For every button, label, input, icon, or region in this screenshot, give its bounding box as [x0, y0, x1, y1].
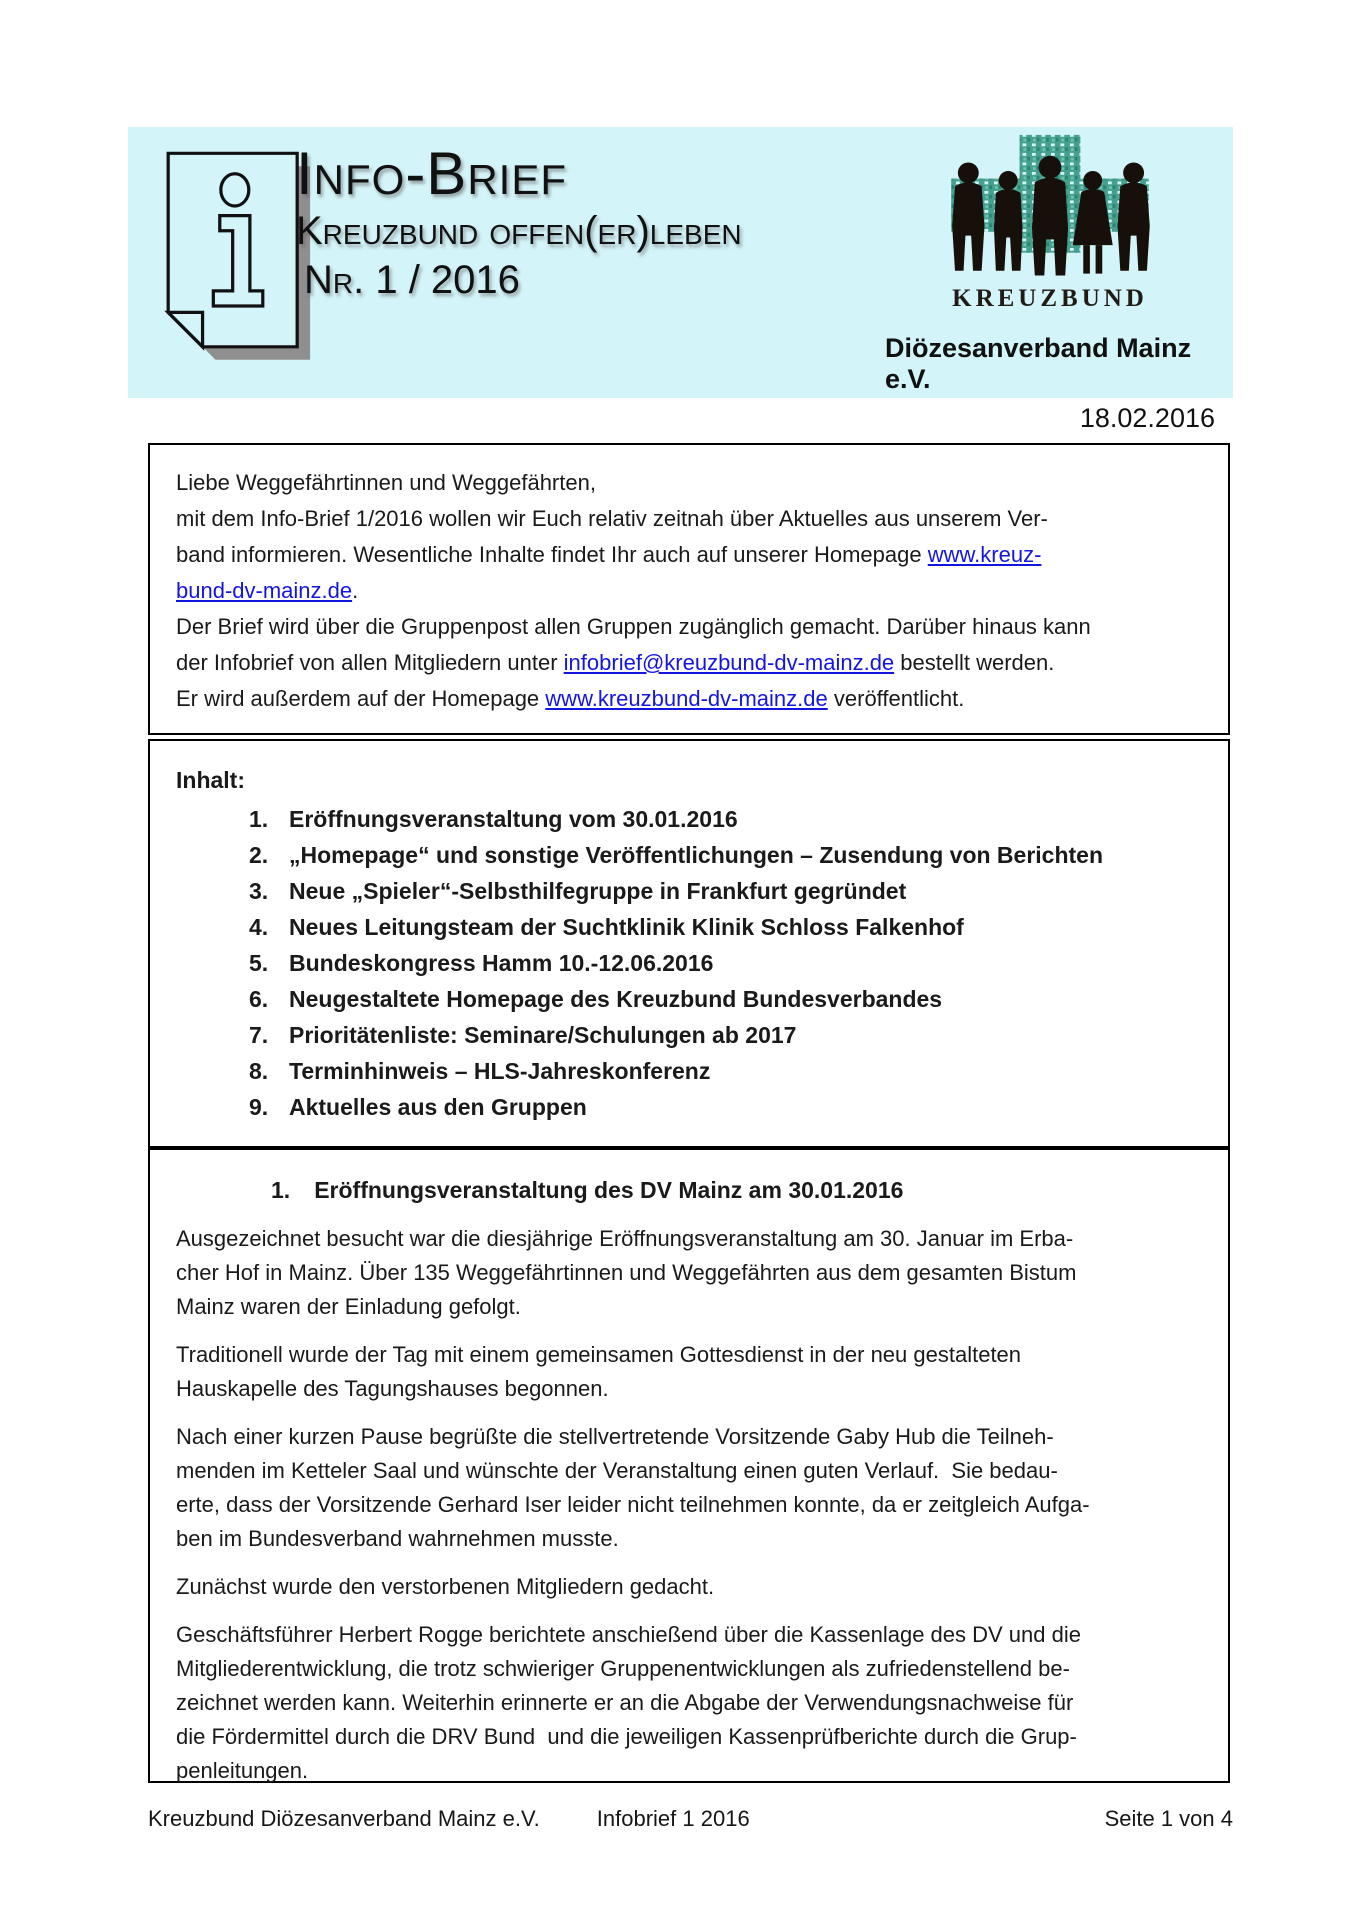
- logo-caption: KREUZBUND: [952, 285, 1148, 312]
- toc-item: [176, 1089, 1202, 1125]
- hyperlink[interactable]: www.kreuz-: [927, 542, 1042, 567]
- text-run: Er wird außerdem auf der Homepage: [176, 686, 546, 711]
- paragraph: [176, 1618, 1202, 1788]
- toc-item-number: 5.: [249, 950, 269, 976]
- brand-column: [885, 133, 1215, 434]
- paragraph: [176, 1420, 1202, 1556]
- toc-item: [176, 909, 1202, 945]
- footer-issue: Infobrief 1 2016: [596, 1806, 750, 1831]
- issue-number: Nr. 1 / 2016: [304, 258, 520, 302]
- paragraph: [176, 1222, 1202, 1324]
- text-line: Mainz waren der Einladung gefolgt.: [176, 1294, 521, 1319]
- hyperlink[interactable]: bund-dv-mainz.de: [176, 578, 353, 603]
- text-line: [176, 681, 1202, 717]
- text-line: penleitungen.: [176, 1758, 309, 1783]
- toc-item-number: 2.: [249, 842, 269, 868]
- toc-list: [176, 801, 1202, 1125]
- toc-item-label: „Homepage“ und sonstige Veröffentlichungen – Zusendung von Berichten: [289, 842, 1104, 868]
- toc-item-number: 6.: [249, 986, 269, 1012]
- text-run: mit dem Info-Brief 1/2016 wollen wir Euch relativ zeitnah über Aktuelles aus unserem Ver-: [176, 506, 1048, 531]
- footer-org: Kreuzbund Diözesanverband Mainz e.V.: [148, 1806, 540, 1831]
- paragraph: [176, 1338, 1202, 1406]
- toc-title: Inhalt:: [176, 767, 245, 793]
- text-line: Traditionell wurde der Tag mit einem gemeinsamen Gottesdienst in der neu gestalteten: [176, 1342, 1022, 1367]
- paragraph: [176, 1570, 1202, 1604]
- section-1-box: [148, 1148, 1230, 1783]
- text-line: ben im Bundesverband wahrnehmen musste.: [176, 1526, 619, 1551]
- toc-item: [176, 837, 1202, 873]
- intro-box: [148, 443, 1230, 735]
- header-titles: [296, 141, 742, 305]
- toc-item-label: Eröffnungsveranstaltung vom 30.01.2016: [289, 806, 738, 832]
- hyperlink[interactable]: infobrief@kreuzbund-dv-mainz.de: [563, 650, 895, 675]
- text-line: Mitgliederentwicklung, die trotz schwieriger Gruppenentwicklungen als zufriedenstellend be-: [176, 1656, 1070, 1681]
- text-run: der Infobrief von allen Mitgliedern unter: [176, 650, 564, 675]
- kreuzbund-logo: [935, 133, 1165, 285]
- toc-item-number: 8.: [249, 1058, 269, 1084]
- toc-item-label: Aktuelles aus den Gruppen: [289, 1094, 587, 1120]
- text-run: Liebe Weggefährtinnen und Weggefährten,: [176, 470, 596, 495]
- section-heading: [271, 1172, 1202, 1208]
- toc-item: [176, 801, 1202, 837]
- section-paragraphs: [176, 1222, 1202, 1788]
- hyperlink[interactable]: www.kreuzbund-dv-mainz.de: [545, 686, 828, 711]
- toc-item-label: Neue „Spieler“-Selbsthilfegruppe in Frankfurt gegründet: [289, 878, 907, 904]
- toc-item: [176, 873, 1202, 909]
- toc-item-number: 3.: [249, 878, 269, 904]
- text-run: veröffentlicht.: [827, 686, 965, 711]
- text-line: erte, dass der Vorsitzende Gerhard Iser leider nicht teilnehmen konnte, da er zeitgleich Aufga-: [176, 1492, 1090, 1517]
- text-line: [176, 645, 1202, 681]
- intro-text: [176, 465, 1202, 717]
- section-heading-text: Eröffnungsveranstaltung des DV Mainz am 30.01.2016: [314, 1177, 904, 1203]
- text-line: [176, 609, 1202, 645]
- text-line: [176, 573, 1202, 609]
- page-subtitle: Kreuzbund offen(er)leben: [296, 209, 742, 253]
- text-run: Der Brief wird über die Gruppenpost allen Gruppen zugänglich gemacht. Darüber hinaus kann: [176, 614, 1091, 639]
- text-line: menden im Ketteler Saal und wünschte der Veranstaltung einen guten Verlauf. Sie bedau-: [176, 1458, 1058, 1483]
- page-footer: [148, 1806, 1233, 1832]
- toc-box: [148, 739, 1230, 1148]
- text-run: bestellt werden.: [894, 650, 1055, 675]
- toc-item-number: 1.: [249, 806, 269, 832]
- text-run: band informieren. Wesentliche Inhalte findet Ihr auch auf unserer Homepage: [176, 542, 928, 567]
- text-line: Ausgezeichnet besucht war die diesjährige Eröffnungsveranstaltung am 30. Januar im Erba-: [176, 1226, 1074, 1251]
- text-line: Zunächst wurde den verstorbenen Mitgliedern gedacht.: [176, 1574, 715, 1599]
- toc-item-number: 9.: [249, 1094, 269, 1120]
- text-line: Nach einer kurzen Pause begrüßte die stellvertretende Vorsitzende Gaby Hub die Teilneh-: [176, 1424, 1054, 1449]
- page-title: Info-Brief: [296, 140, 567, 207]
- toc-item: [176, 981, 1202, 1017]
- toc-item-label: Terminhinweis – HLS-Jahreskonferenz: [289, 1058, 711, 1084]
- org-name: Diözesanverband Mainz e.V.: [885, 333, 1192, 394]
- text-line: [176, 537, 1202, 573]
- toc-item-label: Prioritätenliste: Seminare/Schulungen ab 2017: [289, 1022, 797, 1048]
- footer-page-number: Seite 1 von 4: [1104, 1806, 1233, 1831]
- toc-item-label: Bundeskongress Hamm 10.-12.06.2016: [289, 950, 714, 976]
- text-line: die Fördermittel durch die DRV Bund und die jeweiligen Kassenprüfberichte durch die Grup-: [176, 1724, 1077, 1749]
- toc-item-label: Neues Leitungsteam der Suchtklinik Klinik Schloss Falkenhof: [289, 914, 964, 940]
- toc-item: [176, 1053, 1202, 1089]
- issue-date: 18.02.2016: [1079, 403, 1215, 433]
- section-heading-number: 1.: [271, 1177, 291, 1203]
- toc-item: [176, 945, 1202, 981]
- text-line: Hauskapelle des Tagungshauses begonnen.: [176, 1376, 609, 1401]
- newsletter-header: [128, 127, 1233, 433]
- text-line: Geschäftsführer Herbert Rogge berichtete anschießend über die Kassenlage des DV und die: [176, 1622, 1081, 1647]
- people-silhouettes: [952, 156, 1150, 276]
- toc-item-label: Neugestaltete Homepage des Kreuzbund Bundesverbandes: [289, 986, 943, 1012]
- toc-item: [176, 1017, 1202, 1053]
- text-line: [176, 465, 1202, 501]
- text-run: .: [352, 578, 359, 603]
- text-line: [176, 501, 1202, 537]
- text-line: cher Hof in Mainz. Über 135 Weggefährtinnen und Weggefährten aus dem gesamten Bistum: [176, 1260, 1077, 1285]
- toc-item-number: 7.: [249, 1022, 269, 1048]
- toc-item-number: 4.: [249, 914, 269, 940]
- text-line: zeichnet werden kann. Weiterhin erinnerte er an die Abgabe der Verwendungsnachweise für: [176, 1690, 1074, 1715]
